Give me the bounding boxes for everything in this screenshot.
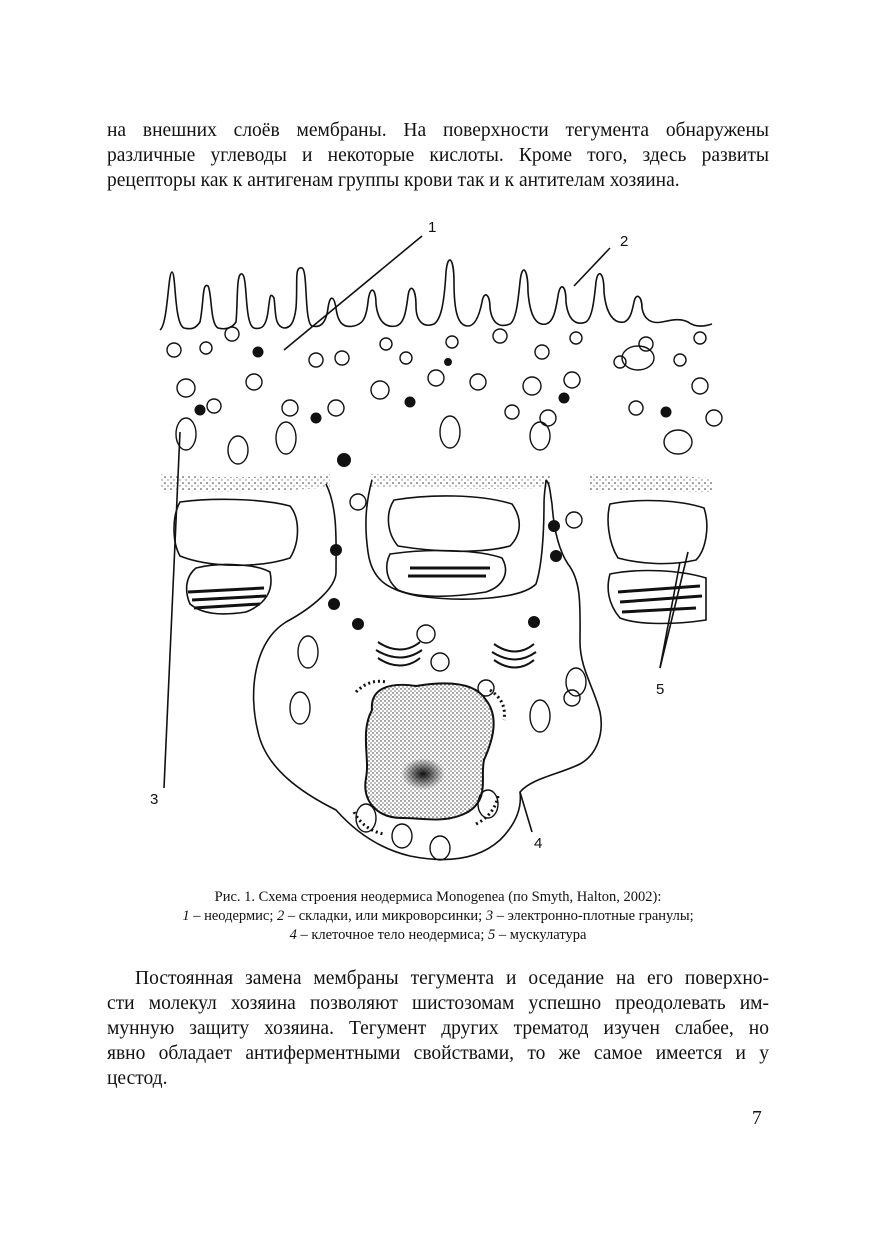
text-line: различные углеводы и некоторые кислоты. Кроме того, здесь развиты: [107, 145, 769, 166]
text-line: цестод.: [107, 1068, 168, 1089]
caption-line-2: 1 – неодермис; 2 – складки, или микроворсинки; 3 – электронно-плотные гранулы;: [182, 908, 694, 924]
bottom-paragraph: [107, 966, 769, 1091]
label-3: 3: [150, 791, 159, 808]
caption-title: Рис. 1. Схема строения неодермиса Monogenea (по Smyth, Halton, 2002):: [214, 889, 662, 905]
page-number: 7: [752, 1108, 762, 1129]
text-line: на внешних слоёв мембраны. На поверхности тегумента обнаружены: [107, 120, 769, 141]
text-line: рецепторы как к антигенам группы крови так и к антителам хозяина.: [107, 170, 680, 191]
caption-line-3: 4 – клеточное тело неодермиса; 5 – мускулатура: [289, 927, 587, 943]
top-paragraph: [107, 118, 769, 193]
nucleus: [365, 683, 493, 819]
microvilli-surface: [160, 260, 712, 330]
text-line: Постоянная замена мембраны тегумента и оседание на его поверхно-: [135, 968, 769, 989]
figure-caption: [107, 888, 769, 945]
neodermis-diagram: [140, 212, 740, 872]
text-line: мунную защиту хозяина. Тегумент других трематод изучен слабее, но: [107, 1018, 769, 1039]
label-4: 4: [534, 835, 543, 852]
text-line: сти молекул хозяина позволяют шистозомам успешно преодолевать им-: [107, 993, 769, 1014]
text-line: явно обладает антиферментными свойствами, то же самое имеется и у: [107, 1043, 769, 1064]
label-5: 5: [656, 681, 665, 698]
label-1: 1: [428, 219, 437, 236]
label-2: 2: [620, 233, 629, 250]
